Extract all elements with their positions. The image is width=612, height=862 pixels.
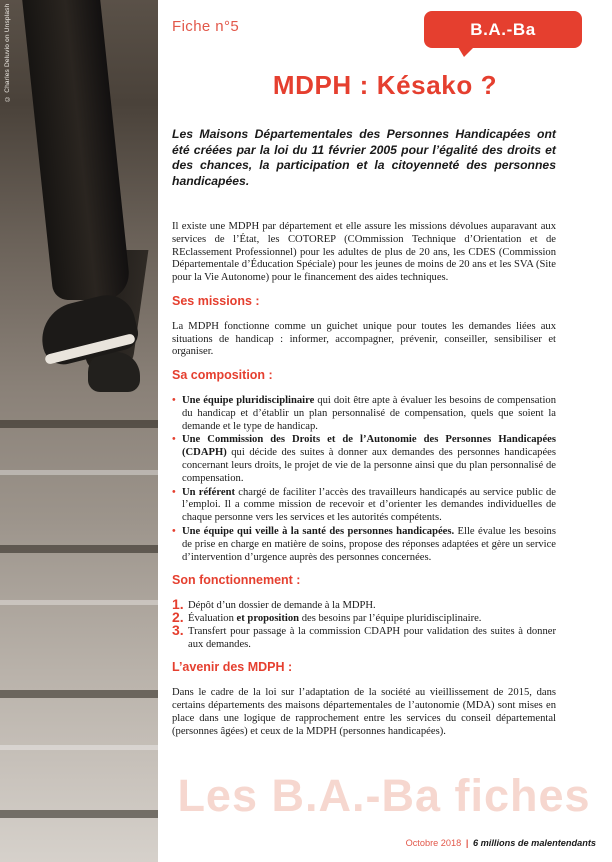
main-content [172,221,556,748]
stair-shadow [0,545,158,553]
list-item [172,395,556,433]
list-item [172,487,556,525]
missions-text: La MDPH fonctionne comme un guichet unique pour toutes les demandes liées aux situations de handicap : informer, accompagner, prévenir, conseiller, sensibiliser et organiser. [172,320,556,358]
composition-list [172,395,556,564]
step-bold: et proposition [236,612,300,624]
cover-photo [0,0,158,862]
list-item [172,526,556,564]
item-bold: Un référent [182,486,236,498]
baba-badge: B.A.-Ba [424,11,582,48]
step-number: 2. [172,608,184,625]
stair-shadow [0,810,158,818]
list-item [172,434,556,485]
step-number: 1. [172,596,184,613]
fiche-number: Fiche n°5 [172,18,240,35]
stair-highlight [0,470,158,475]
stair-highlight [0,745,158,750]
footer-date: Octobre 2018 [405,838,462,848]
avenir-heading: L’avenir des MDPH : [172,660,293,675]
list-item [172,608,556,626]
avenir-text: Dans le cadre de la loi sur l’adaptation de la société au vieillissement de 2015, dans certains départements des maisons départementales de l’autonomie (MDA) sont mises en place dans une logique de rapprochement entre les services du conseil départemental (personnes âgées) et ceux de la MDPH (personnes handicapées). [172,687,556,737]
item-bold: Une équipe pluridisciplinaire [182,394,315,406]
item-text: Elle évalue les besoins de prise en charge en matière de soins, propose des réponses adaptées et gère un service d’intervention d’urgence auprès des personnes concernées. [182,525,556,563]
stair-highlight [0,600,158,605]
front-leg [22,0,132,300]
footer-separator: | [465,838,469,848]
item-text: qui décide des suites à donner aux demandes des personnes handicapées concernant leurs droits, le projet de vie de la personne ainsi que du plan personnalisé de compensation. [182,447,556,484]
item-bold: Une équipe qui veille à la santé des personnes handicapées. [182,525,455,537]
list-item [172,596,556,613]
step-text: Dépôt d’un dossier de demande à la MDPH. [188,600,376,612]
paragraph-mdph: Il existe une MDPH par département et elle assure les missions dévolues auparavant aux services de l’État, les COTOREP (COmmission Technique d’Orientation et de REclassement Professionnel) pour les adultes de plus de 20 ans, les CDES (Commission Départementale d’Éducation Spéciale) pour les jeunes de moins de 20 ans et les SVA (Site pour la Vie Autonome) pour le financement des aides techniques. [172,221,556,284]
stair-shadow [0,420,158,428]
intro-text: Les Maisons Départementales des Personnes Handicapées ont été créées par la loi du 11 février 2005 pour l’égalité des droits et des chances, la participation et la citoyenneté des personnes handicapées. [172,127,556,188]
stair-shadow [0,690,158,698]
item-text: qui doit être apte à évaluer les besoins de compensation du handicap et d’établir un plan personnalisé de compensation, quels que soient la demande et le type de handicap. [182,394,556,432]
footer [406,838,596,848]
list-item [172,621,556,652]
photo-credit: © Charles Deluvio on Unsplash [4,4,11,103]
step-text-end: des besoins par l’équipe pluridisciplinaire. [299,612,482,624]
fonctionnement-list [172,596,556,651]
step-text: Transfert pour passage à la commission CDAPH pour validation des suites à donner aux demandes. [188,625,556,650]
item-bold: Une Commission des Droits et de l’Autonomie des Personnes Handicapées (CDAPH) [182,434,556,459]
step-text: Évaluation [188,612,237,624]
step-number: 3. [172,621,184,638]
watermark-title: Les B.A.-Ba fiches [177,770,591,821]
missions-heading: Ses missions : [172,293,260,308]
item-text: chargé de faciliter l’accès des travailleurs handicapés au service public de l’emploi. Il a comme mission de recevoir et d’orienter les demandes individuelles de chaque personne vers les services et les autorités compétents. [182,486,557,524]
fonctionnement-heading: Son fonctionnement : [172,573,301,588]
composition-heading: Sa composition : [172,368,273,383]
footer-brand: 6 millions de malentendants [472,838,596,848]
back-shoe [88,352,140,392]
page-title: MDPH : Késako ? [272,70,498,100]
